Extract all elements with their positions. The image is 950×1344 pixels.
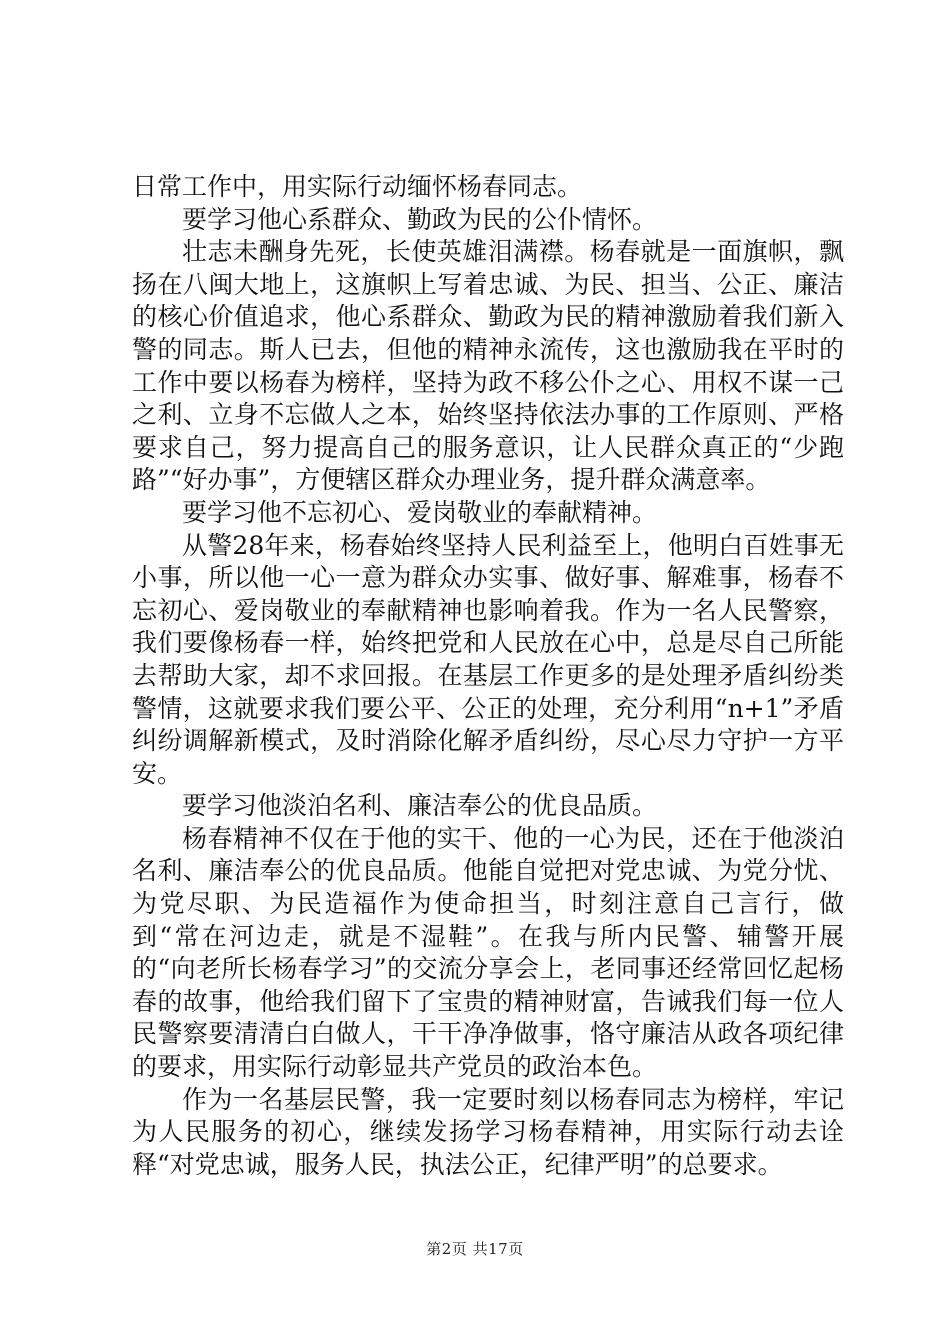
paragraph-1: 日常工作中，用实际行动缅怀杨春同志。 [132, 172, 583, 201]
section-heading-3: 要学习他淡泊名利、廉洁奉公的优良品质。 [182, 791, 658, 821]
paragraph-3: 从警28年来，杨春始终坚持人民利益至上，他明白百姓事无小事，所以他一心一意为群众办实事、做好事、解难事，杨春不忘初心、爱岗敬业的奉献精神也影响着我。作为一名人民警察，我们要像杨春一样，始终把党和人民放在心中，总是尽自己所能去帮助大家，却不求回报。在基层工作更多的是处理矛盾纠纷类警情，这就要求我们要公平、公正的处理，充分利用“n+1”矛盾纠纷调解新模式，及时消除化解矛盾纠纷，尽心尽力守护一方平安。 [132, 530, 844, 788]
document-body [132, 171, 844, 1181]
paragraph-4: 杨春精神不仅在于他的实干、他的一心为民，还在于他淡泊名利、廉洁奉公的优良品质。他能自觉把对党忠诚、为党分忧、为党尽职、为民造福作为使命担当，时刻注意自己言行，做到“常在河边走，就是不湿鞋”。在我与所内民警、辅警开展的“向老所长杨春学习”的交流分享会上，老同事还经常回忆起杨春的故事，他给我们留下了宝贵的精神财富，告诫我们每一位人民警察要清清白白做人，干干净净做事，恪守廉洁从政各项纪律的要求，用实际行动彰显共产党员的政治本色。 [132, 823, 844, 1082]
page-number-footer: 第2页 共17页 [426, 1240, 524, 1258]
paragraph-2: 壮志未酬身先死，长使英雄泪满襟。杨春就是一面旗帜，飘扬在八闽大地上，这旗帜上写着忠诚、为民、担当、公正、廉洁的核心价值追求，他心系群众、勤政为民的精神激励着我们新入警的同志。斯人已去，但他的精神永流传，这也激励我在平时的工作中要以杨春为榜样，坚持为政不移公仆之心、用权不谋一己之利、立身不忘做人之本，始终坚持依法办事的工作原则、严格要求自己，努力提高自己的服务意识，让人民群众真正的“少跑路”“好办事”，方便辖区群众办理业务，提升群众满意率。 [132, 237, 844, 495]
section-heading-1: 要学习他心系群众、勤政为民的公仆情怀。 [182, 204, 658, 234]
paragraph-5: 作为一名基层民警，我一定要时刻以杨春同志为榜样，牢记为人民服务的初心，继续发扬学习杨春精神，用实际行动去诠释“对党忠诚，服务人民，执法公正，纪律严明”的总要求。 [132, 1084, 844, 1179]
section-heading-2: 要学习他不忘初心、爱岗敬业的奉献精神。 [182, 497, 658, 527]
